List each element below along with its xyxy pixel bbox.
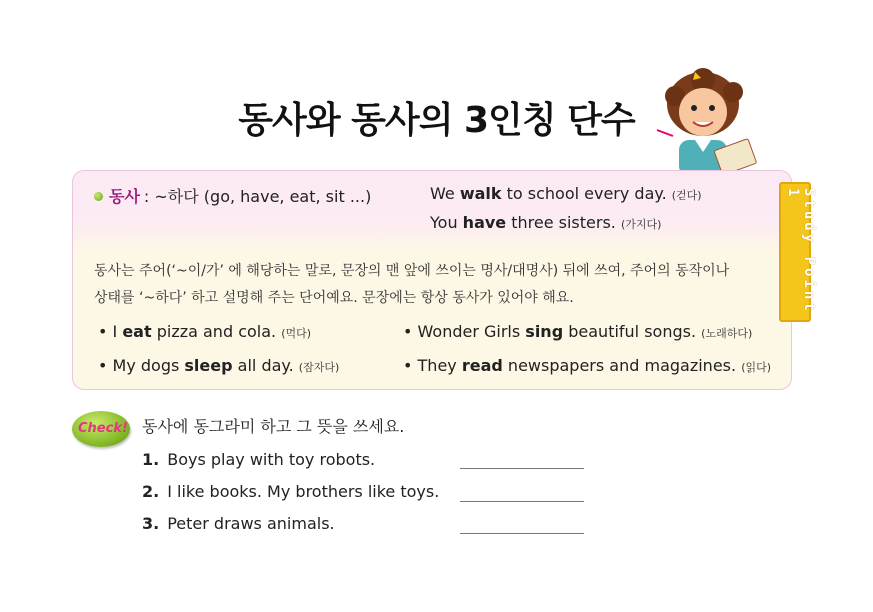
example-text: three sisters. bbox=[506, 213, 616, 232]
example-text: to school every day. bbox=[501, 184, 667, 203]
answer-blank[interactable] bbox=[460, 533, 584, 534]
teacher-illustration bbox=[655, 66, 765, 176]
exercise-item bbox=[142, 450, 375, 469]
example-text: • They bbox=[403, 356, 462, 375]
page-title: 동사와 동사의 3인칭 단수 bbox=[238, 100, 635, 141]
exercise-number: 3. bbox=[142, 514, 160, 533]
example-text: You bbox=[430, 213, 463, 232]
exercise-item bbox=[142, 482, 439, 501]
exercise-text: Peter draws animals. bbox=[167, 514, 335, 533]
example-verb: sleep bbox=[184, 356, 233, 375]
definition-meaning: : ~하다 (go, have, eat, sit ...) bbox=[143, 187, 372, 206]
example-verb: walk bbox=[459, 184, 502, 203]
study-point-tab bbox=[779, 182, 817, 322]
example-text: • I bbox=[98, 322, 123, 341]
bullet-icon bbox=[94, 192, 103, 201]
example-verb: have bbox=[462, 213, 507, 232]
exercise-number: 2. bbox=[142, 482, 160, 501]
definition-term: 동사 bbox=[109, 187, 140, 206]
definition-example-2 bbox=[430, 213, 661, 232]
check-badge bbox=[72, 411, 130, 447]
example-text: newspapers and magazines. bbox=[502, 356, 737, 375]
check-instruction: 동사에 동그라미 하고 그 뜻을 쓰세요. bbox=[142, 417, 405, 436]
example-verb: read bbox=[461, 356, 503, 375]
description-line: 동사는 주어(‘~이/가’ 에 해당하는 말로, 문장의 맨 앞에 쓰이는 명사/대명사) 뒤에 쓰여, 주어의 동작이나 bbox=[94, 263, 730, 279]
example-text: pizza and cola. bbox=[151, 322, 277, 341]
exercise-number: 1. bbox=[142, 450, 160, 469]
study-point-label: Study Point 1 bbox=[785, 188, 817, 314]
example-sentence bbox=[98, 322, 311, 341]
example-sentence bbox=[98, 356, 339, 375]
example-text: We bbox=[430, 184, 460, 203]
example-sentence bbox=[403, 322, 752, 341]
example-text: all day. bbox=[232, 356, 294, 375]
example-gloss: (먹다) bbox=[281, 327, 312, 340]
answer-blank[interactable] bbox=[460, 468, 584, 469]
exercise-text: I like books. My brothers like toys. bbox=[167, 482, 440, 501]
example-verb: sing bbox=[525, 322, 564, 341]
example-gloss: (걷다) bbox=[671, 189, 702, 202]
description bbox=[94, 258, 764, 312]
example-gloss: (가지다) bbox=[620, 218, 662, 231]
exercise-item bbox=[142, 514, 335, 533]
answer-blank[interactable] bbox=[460, 501, 584, 502]
definition-example-1 bbox=[430, 184, 702, 203]
example-sentence bbox=[403, 356, 771, 375]
definition-row bbox=[94, 184, 371, 207]
example-text: beautiful songs. bbox=[563, 322, 697, 341]
example-text: • Wonder Girls bbox=[403, 322, 526, 341]
example-gloss: (노래하다) bbox=[701, 327, 753, 340]
example-text: • My dogs bbox=[98, 356, 185, 375]
example-verb: eat bbox=[122, 322, 152, 341]
example-gloss: (읽다) bbox=[741, 361, 772, 374]
exercise-text: Boys play with toy robots. bbox=[167, 450, 376, 469]
example-gloss: (잠자다) bbox=[298, 361, 340, 374]
check-badge-label: Check! bbox=[78, 421, 128, 436]
description-line: 상태를 ‘~하다’ 하고 설명해 주는 단어예요. 문장에는 항상 동사가 있어야 해요. bbox=[94, 290, 574, 306]
